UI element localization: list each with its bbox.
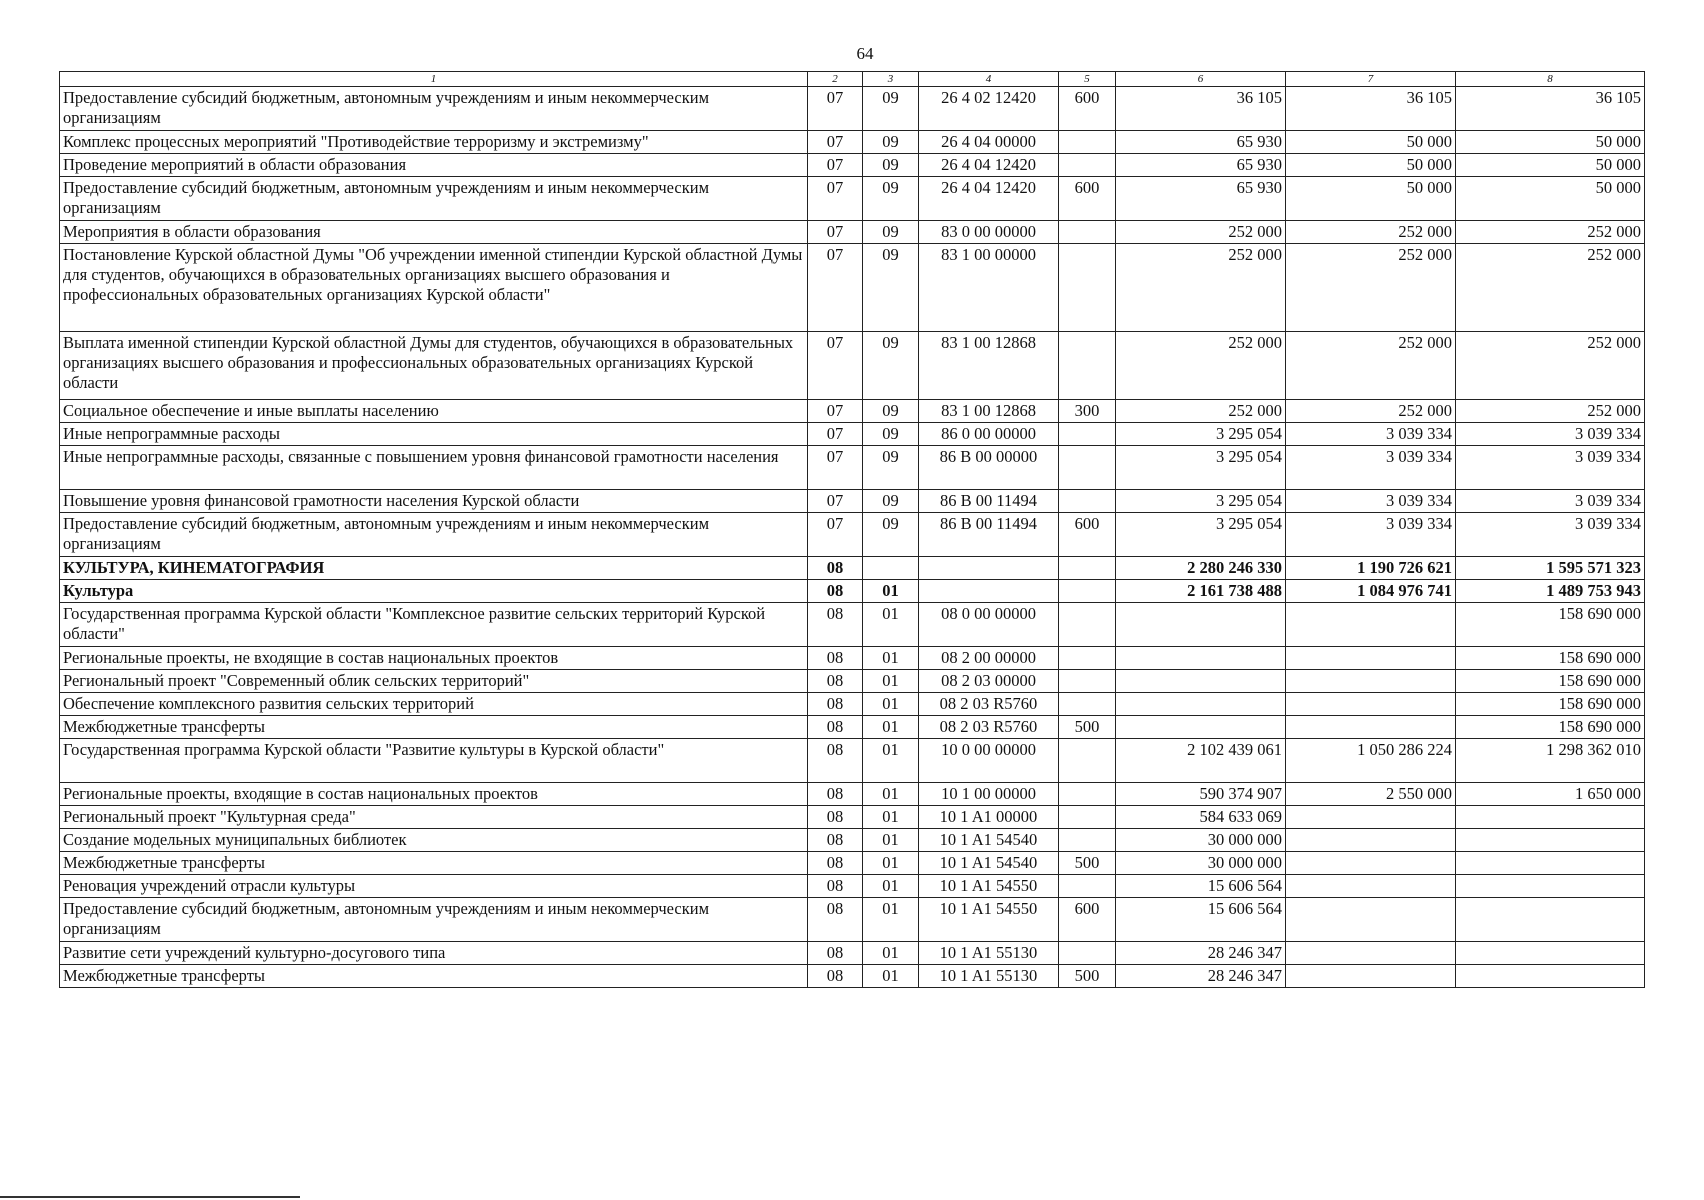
amount-col7: 3 039 334 <box>1286 423 1456 446</box>
amount-col7: 3 039 334 <box>1286 446 1456 490</box>
target-article-code: 83 1 00 00000 <box>919 244 1059 332</box>
expense-type-code: 600 <box>1059 87 1116 131</box>
section-code: 07 <box>808 221 863 244</box>
section-code: 08 <box>808 783 863 806</box>
section-code: 08 <box>808 647 863 670</box>
table-row <box>60 221 1645 244</box>
amount-col6: 252 000 <box>1116 221 1286 244</box>
section-code: 07 <box>808 332 863 400</box>
amount-col7 <box>1286 603 1456 647</box>
amount-col7: 252 000 <box>1286 221 1456 244</box>
subsection-code: 01 <box>863 898 919 942</box>
amount-col8: 1 595 571 323 <box>1456 557 1645 580</box>
amount-col7 <box>1286 875 1456 898</box>
subsection-code: 09 <box>863 87 919 131</box>
page-number: 64 <box>856 44 874 63</box>
row-name: Государственная программа Курской области "Развитие культуры в Курской области" <box>60 739 808 783</box>
amount-col7 <box>1286 898 1456 942</box>
target-article-code: 10 1 A1 54550 <box>919 875 1059 898</box>
expense-type-code <box>1059 557 1116 580</box>
amount-col6: 28 246 347 <box>1116 965 1286 988</box>
amount-col8: 50 000 <box>1456 177 1645 221</box>
amount-col6 <box>1116 670 1286 693</box>
section-code: 08 <box>808 693 863 716</box>
amount-col7 <box>1286 693 1456 716</box>
section-code: 08 <box>808 557 863 580</box>
expense-type-code <box>1059 693 1116 716</box>
amount-col8: 158 690 000 <box>1456 603 1645 647</box>
amount-col6: 30 000 000 <box>1116 829 1286 852</box>
expense-type-code <box>1059 244 1116 332</box>
column-number: 4 <box>919 72 1059 87</box>
amount-col8: 50 000 <box>1456 154 1645 177</box>
amount-col7: 3 039 334 <box>1286 490 1456 513</box>
amount-col8: 3 039 334 <box>1456 490 1645 513</box>
subsection-code: 09 <box>863 131 919 154</box>
table-row <box>60 400 1645 423</box>
expense-type-code: 300 <box>1059 400 1116 423</box>
target-article-code: 10 1 A1 54540 <box>919 829 1059 852</box>
amount-col6: 65 930 <box>1116 177 1286 221</box>
row-name: Развитие сети учреждений культурно-досугового типа <box>60 942 808 965</box>
row-name: Предоставление субсидий бюджетным, автономным учреждениям и иным некоммерческим организациям <box>60 87 808 131</box>
subsection-code: 09 <box>863 513 919 557</box>
amount-col7 <box>1286 852 1456 875</box>
target-article-code: 08 2 03 00000 <box>919 670 1059 693</box>
amount-col6: 65 930 <box>1116 131 1286 154</box>
expense-type-code <box>1059 829 1116 852</box>
subsection-code: 01 <box>863 739 919 783</box>
subsection-code: 01 <box>863 875 919 898</box>
target-article-code: 83 1 00 12868 <box>919 332 1059 400</box>
target-article-code: 26 4 04 12420 <box>919 154 1059 177</box>
column-number: 7 <box>1286 72 1456 87</box>
row-name: Межбюджетные трансферты <box>60 852 808 875</box>
table-body <box>60 72 1645 988</box>
amount-col8 <box>1456 875 1645 898</box>
row-name: Мероприятия в области образования <box>60 221 808 244</box>
subsection-code: 09 <box>863 244 919 332</box>
subsection-code: 09 <box>863 446 919 490</box>
expense-type-code: 600 <box>1059 898 1116 942</box>
subsection-code <box>863 557 919 580</box>
expense-type-code <box>1059 603 1116 647</box>
amount-col8: 158 690 000 <box>1456 647 1645 670</box>
row-name: Иные непрограммные расходы <box>60 423 808 446</box>
subsection-code: 01 <box>863 965 919 988</box>
expense-type-code <box>1059 806 1116 829</box>
amount-col6: 65 930 <box>1116 154 1286 177</box>
amount-col8: 158 690 000 <box>1456 716 1645 739</box>
row-name: Государственная программа Курской области "Комплексное развитие сельских территорий Курской области" <box>60 603 808 647</box>
amount-col7 <box>1286 647 1456 670</box>
amount-col6 <box>1116 647 1286 670</box>
section-code: 08 <box>808 580 863 603</box>
subsection-code: 01 <box>863 942 919 965</box>
amount-col7: 2 550 000 <box>1286 783 1456 806</box>
section-code: 08 <box>808 739 863 783</box>
amount-col8 <box>1456 898 1645 942</box>
amount-col8 <box>1456 829 1645 852</box>
amount-col6: 15 606 564 <box>1116 875 1286 898</box>
section-code: 08 <box>808 716 863 739</box>
subsection-code: 09 <box>863 423 919 446</box>
subsection-code: 09 <box>863 400 919 423</box>
column-number: 5 <box>1059 72 1116 87</box>
table-row <box>60 131 1645 154</box>
target-article-code: 10 1 A1 00000 <box>919 806 1059 829</box>
amount-col6: 3 295 054 <box>1116 490 1286 513</box>
amount-col6: 584 633 069 <box>1116 806 1286 829</box>
amount-col7: 252 000 <box>1286 244 1456 332</box>
amount-col6 <box>1116 603 1286 647</box>
table-row <box>60 739 1645 783</box>
row-name: Межбюджетные трансферты <box>60 716 808 739</box>
table-row <box>60 87 1645 131</box>
expense-type-code <box>1059 221 1116 244</box>
column-number-row <box>60 72 1645 87</box>
subsection-code: 09 <box>863 221 919 244</box>
table-row <box>60 490 1645 513</box>
row-name: Обеспечение комплексного развития сельских территорий <box>60 693 808 716</box>
amount-col8: 3 039 334 <box>1456 423 1645 446</box>
amount-col7 <box>1286 670 1456 693</box>
table-row <box>60 852 1645 875</box>
target-article-code: 08 2 03 R5760 <box>919 716 1059 739</box>
section-code: 07 <box>808 244 863 332</box>
expense-type-code <box>1059 670 1116 693</box>
section-code: 08 <box>808 898 863 942</box>
row-name: Повышение уровня финансовой грамотности населения Курской области <box>60 490 808 513</box>
subsection-code: 01 <box>863 829 919 852</box>
table-row <box>60 829 1645 852</box>
amount-col7 <box>1286 965 1456 988</box>
row-name: Культура <box>60 580 808 603</box>
target-article-code: 26 4 04 00000 <box>919 131 1059 154</box>
column-number: 3 <box>863 72 919 87</box>
target-article-code: 10 1 00 00000 <box>919 783 1059 806</box>
row-name: Региональный проект "Культурная среда" <box>60 806 808 829</box>
table-row <box>60 965 1645 988</box>
amount-col6: 28 246 347 <box>1116 942 1286 965</box>
section-code: 07 <box>808 400 863 423</box>
amount-col8: 36 105 <box>1456 87 1645 131</box>
row-name: Создание модельных муниципальных библиотек <box>60 829 808 852</box>
amount-col6: 252 000 <box>1116 244 1286 332</box>
amount-col7 <box>1286 806 1456 829</box>
column-number: 8 <box>1456 72 1645 87</box>
amount-col6 <box>1116 716 1286 739</box>
target-article-code: 08 2 03 R5760 <box>919 693 1059 716</box>
section-code: 07 <box>808 87 863 131</box>
row-name: Предоставление субсидий бюджетным, автономным учреждениям и иным некоммерческим организациям <box>60 898 808 942</box>
amount-col8: 1 489 753 943 <box>1456 580 1645 603</box>
section-code: 07 <box>808 490 863 513</box>
subsection-code: 01 <box>863 693 919 716</box>
target-article-code <box>919 557 1059 580</box>
section-code: 07 <box>808 177 863 221</box>
row-name: Региональные проекты, не входящие в состав национальных проектов <box>60 647 808 670</box>
table-row <box>60 716 1645 739</box>
amount-col8 <box>1456 965 1645 988</box>
amount-col7: 252 000 <box>1286 400 1456 423</box>
target-article-code: 83 0 00 00000 <box>919 221 1059 244</box>
budget-table <box>59 71 1645 988</box>
amount-col6: 3 295 054 <box>1116 423 1286 446</box>
amount-col6: 3 295 054 <box>1116 446 1286 490</box>
amount-col6: 2 161 738 488 <box>1116 580 1286 603</box>
amount-col8: 1 298 362 010 <box>1456 739 1645 783</box>
amount-col8: 3 039 334 <box>1456 446 1645 490</box>
amount-col8: 3 039 334 <box>1456 513 1645 557</box>
row-name: Реновация учреждений отрасли культуры <box>60 875 808 898</box>
amount-col6: 252 000 <box>1116 400 1286 423</box>
table-row <box>60 332 1645 400</box>
target-article-code: 10 0 00 00000 <box>919 739 1059 783</box>
section-code: 08 <box>808 875 863 898</box>
section-code: 08 <box>808 603 863 647</box>
expense-type-code <box>1059 131 1116 154</box>
expense-type-code <box>1059 423 1116 446</box>
target-article-code: 10 1 A1 54550 <box>919 898 1059 942</box>
target-article-code: 08 2 00 00000 <box>919 647 1059 670</box>
amount-col7 <box>1286 829 1456 852</box>
row-name: Выплата именной стипендии Курской областной Думы для студентов, обучающихся в образовательных организациях высшего образования и профессиональных образовательных организациях Курской области <box>60 332 808 400</box>
amount-col8: 252 000 <box>1456 400 1645 423</box>
subsection-code: 01 <box>863 806 919 829</box>
expense-type-code: 500 <box>1059 965 1116 988</box>
amount-col8: 50 000 <box>1456 131 1645 154</box>
amount-col7: 1 050 286 224 <box>1286 739 1456 783</box>
target-article-code: 26 4 04 12420 <box>919 177 1059 221</box>
column-number: 6 <box>1116 72 1286 87</box>
table-row <box>60 177 1645 221</box>
subsection-code: 01 <box>863 670 919 693</box>
column-number: 1 <box>60 72 808 87</box>
section-code: 07 <box>808 154 863 177</box>
amount-col8 <box>1456 806 1645 829</box>
expense-type-code <box>1059 332 1116 400</box>
row-name: Межбюджетные трансферты <box>60 965 808 988</box>
amount-col6: 30 000 000 <box>1116 852 1286 875</box>
amount-col8: 1 650 000 <box>1456 783 1645 806</box>
amount-col8: 252 000 <box>1456 221 1645 244</box>
amount-col7 <box>1286 716 1456 739</box>
amount-col6: 252 000 <box>1116 332 1286 400</box>
table-row <box>60 154 1645 177</box>
row-name: Проведение мероприятий в области образования <box>60 154 808 177</box>
table-row <box>60 647 1645 670</box>
target-article-code: 83 1 00 12868 <box>919 400 1059 423</box>
target-article-code: 10 1 A1 55130 <box>919 942 1059 965</box>
expense-type-code <box>1059 875 1116 898</box>
amount-col6: 2 102 439 061 <box>1116 739 1286 783</box>
amount-col7: 252 000 <box>1286 332 1456 400</box>
amount-col7: 1 190 726 621 <box>1286 557 1456 580</box>
expense-type-code <box>1059 446 1116 490</box>
table-row <box>60 806 1645 829</box>
table-row <box>60 942 1645 965</box>
section-code: 08 <box>808 670 863 693</box>
section-code: 07 <box>808 513 863 557</box>
table-row <box>60 875 1645 898</box>
row-name: КУЛЬТУРА, КИНЕМАТОГРАФИЯ <box>60 557 808 580</box>
scan-edge-line <box>0 1196 300 1198</box>
target-article-code: 10 1 A1 55130 <box>919 965 1059 988</box>
expense-type-code <box>1059 580 1116 603</box>
row-name: Региональные проекты, входящие в состав национальных проектов <box>60 783 808 806</box>
amount-col6: 36 105 <box>1116 87 1286 131</box>
target-article-code: 86 В 00 11494 <box>919 490 1059 513</box>
table-row <box>60 783 1645 806</box>
section-code: 08 <box>808 806 863 829</box>
amount-col8: 158 690 000 <box>1456 670 1645 693</box>
amount-col7: 3 039 334 <box>1286 513 1456 557</box>
column-number: 2 <box>808 72 863 87</box>
amount-col7: 50 000 <box>1286 177 1456 221</box>
table-row <box>60 513 1645 557</box>
table-row <box>60 580 1645 603</box>
amount-col7 <box>1286 942 1456 965</box>
row-name: Предоставление субсидий бюджетным, автономным учреждениям и иным некоммерческим организациям <box>60 513 808 557</box>
section-code: 07 <box>808 131 863 154</box>
expense-type-code: 600 <box>1059 177 1116 221</box>
subsection-code: 09 <box>863 154 919 177</box>
amount-col8: 252 000 <box>1456 332 1645 400</box>
amount-col7: 36 105 <box>1286 87 1456 131</box>
target-article-code: 86 В 00 00000 <box>919 446 1059 490</box>
subsection-code: 01 <box>863 783 919 806</box>
row-name: Предоставление субсидий бюджетным, автономным учреждениям и иным некоммерческим организациям <box>60 177 808 221</box>
amount-col6: 3 295 054 <box>1116 513 1286 557</box>
expense-type-code <box>1059 647 1116 670</box>
row-name: Комплекс процессных мероприятий "Противодействие терроризму и экстремизму" <box>60 131 808 154</box>
expense-type-code <box>1059 154 1116 177</box>
table-row <box>60 603 1645 647</box>
target-article-code <box>919 580 1059 603</box>
table-row <box>60 898 1645 942</box>
table-row <box>60 693 1645 716</box>
section-code: 07 <box>808 423 863 446</box>
expense-type-code <box>1059 490 1116 513</box>
target-article-code: 86 В 00 11494 <box>919 513 1059 557</box>
amount-col7: 1 084 976 741 <box>1286 580 1456 603</box>
amount-col8: 158 690 000 <box>1456 693 1645 716</box>
target-article-code: 10 1 A1 54540 <box>919 852 1059 875</box>
amount-col8: 252 000 <box>1456 244 1645 332</box>
target-article-code: 86 0 00 00000 <box>919 423 1059 446</box>
table-row <box>60 670 1645 693</box>
subsection-code: 01 <box>863 580 919 603</box>
amount-col6: 590 374 907 <box>1116 783 1286 806</box>
amount-col7: 50 000 <box>1286 131 1456 154</box>
section-code: 08 <box>808 942 863 965</box>
subsection-code: 09 <box>863 177 919 221</box>
expense-type-code: 500 <box>1059 852 1116 875</box>
expense-type-code <box>1059 739 1116 783</box>
amount-col8 <box>1456 942 1645 965</box>
subsection-code: 09 <box>863 332 919 400</box>
amount-col6: 15 606 564 <box>1116 898 1286 942</box>
subsection-code: 01 <box>863 647 919 670</box>
row-name: Иные непрограммные расходы, связанные с повышением уровня финансовой грамотности населения <box>60 446 808 490</box>
expense-type-code <box>1059 942 1116 965</box>
table-row <box>60 446 1645 490</box>
target-article-code: 26 4 02 12420 <box>919 87 1059 131</box>
subsection-code: 09 <box>863 490 919 513</box>
amount-col6 <box>1116 693 1286 716</box>
amount-col6: 2 280 246 330 <box>1116 557 1286 580</box>
row-name: Социальное обеспечение и иные выплаты населению <box>60 400 808 423</box>
section-code: 08 <box>808 965 863 988</box>
target-article-code: 08 0 00 00000 <box>919 603 1059 647</box>
section-code: 08 <box>808 829 863 852</box>
row-name: Постановление Курской областной Думы "Об учреждении именной стипендии Курской областной Думы для студентов, обучающихся в образовательных организациях высшего образования и профессиональных образовательных организациях Курской области" <box>60 244 808 332</box>
table-row <box>60 423 1645 446</box>
subsection-code: 01 <box>863 603 919 647</box>
expense-type-code <box>1059 783 1116 806</box>
expense-type-code: 500 <box>1059 716 1116 739</box>
table-row <box>60 244 1645 332</box>
section-code: 07 <box>808 446 863 490</box>
section-code: 08 <box>808 852 863 875</box>
row-name: Региональный проект "Современный облик сельских территорий" <box>60 670 808 693</box>
subsection-code: 01 <box>863 852 919 875</box>
amount-col8 <box>1456 852 1645 875</box>
subsection-code: 01 <box>863 716 919 739</box>
expense-type-code: 600 <box>1059 513 1116 557</box>
amount-col7: 50 000 <box>1286 154 1456 177</box>
table-row <box>60 557 1645 580</box>
